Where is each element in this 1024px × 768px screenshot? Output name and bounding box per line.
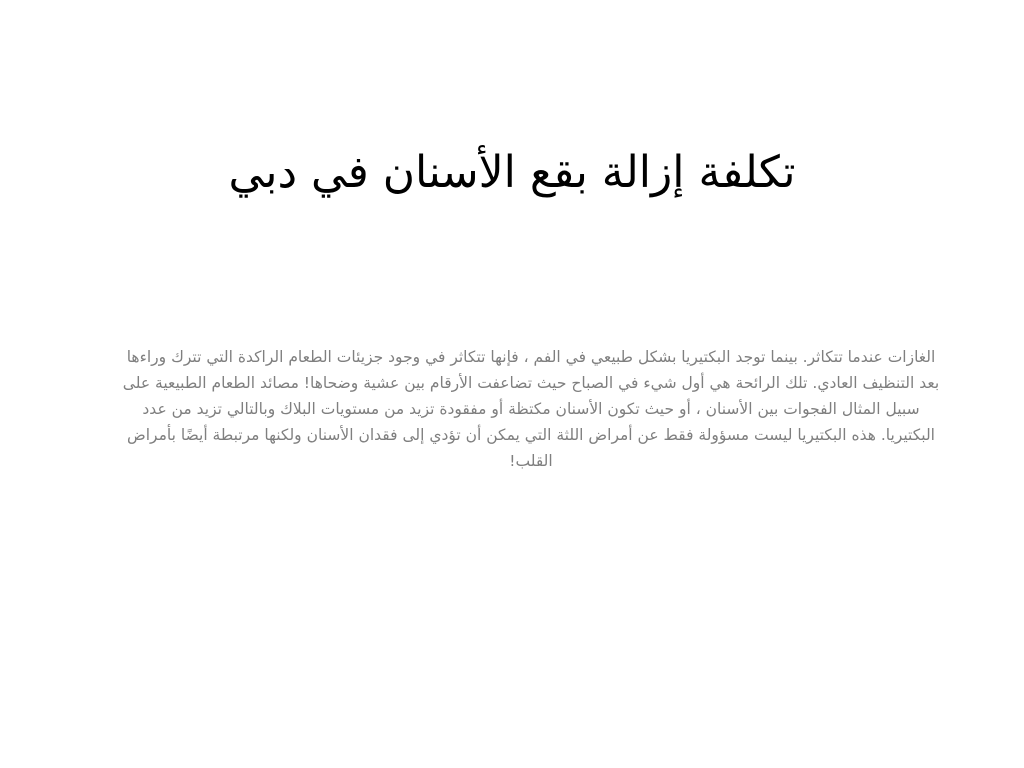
slide-title: تكلفة إزالة بقع الأسنان في دبي [228,147,796,198]
slide-body-text: الغازات عندما تتكاثر. بينما توجد البكتيريا بشكل طبيعي في الفم ، فإنها تتكاثر في وجود جزيئات الطعام الراكدة التي تترك وراءها بعد التنظيف العادي. تلك الرائحة هي أول شيء في الصباح حيث تضاعفت الأرقام بين عشية وضحاها! مصائد الطعام الطبيعية على سبيل المثال الفجوات بين الأسنان ، أو حيث تكون الأسنان مكتظة أو مفقودة تزيد من مستويات البلاك وبالتالي تزيد من عدد البكتيريا. هذه البكتيريا ليست مسؤولة فقط عن أمراض اللثة التي يمكن أن تؤدي إلى فقدان الأسنان ولكنها مرتبطة أيضًا بأمراض القلب! [122,348,940,470]
